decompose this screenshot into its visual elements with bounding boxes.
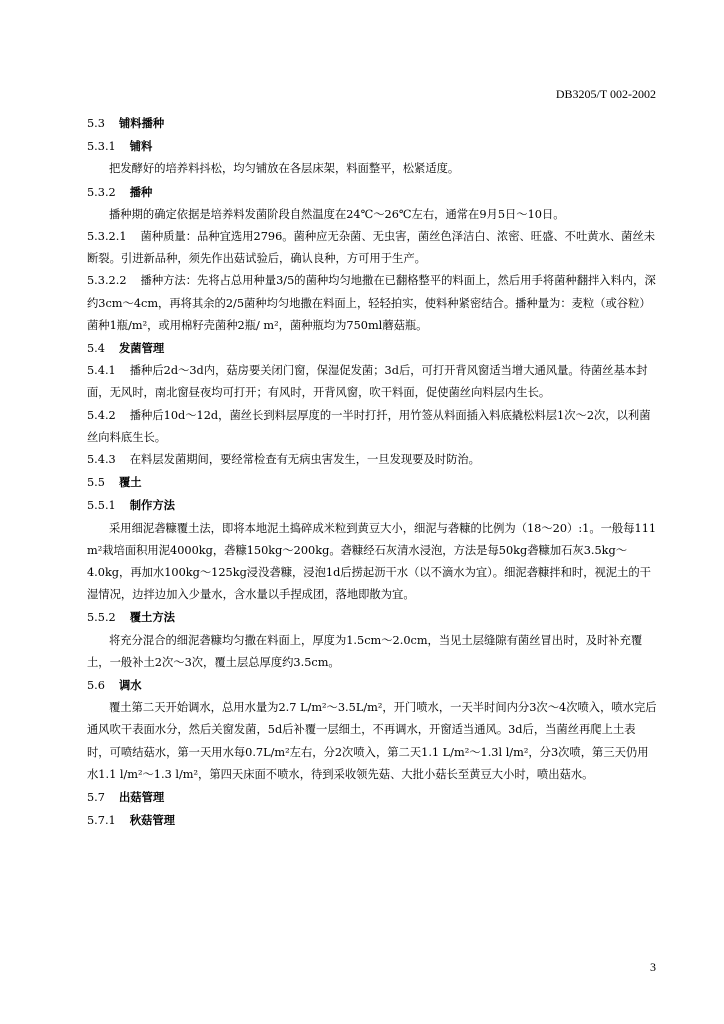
section-title: 播种 bbox=[129, 184, 153, 199]
clause-number: 5.4.1 bbox=[87, 364, 116, 378]
section-title: 调水 bbox=[118, 678, 142, 693]
clause-text: 菌种质量：品种宜选用2796。菌种应无杂菌、无虫害，菌丝色泽洁白、浓密、旺盛、不吐黄水、菌丝未断裂。引进新品种，须先作出菇试验后，确认良种，方可用于生产。 bbox=[87, 230, 656, 266]
section-title: 覆土 bbox=[118, 475, 142, 490]
section-title: 制作方法 bbox=[129, 498, 175, 513]
body-paragraph: 播种期的确定依据是培养料发菌阶段自然温度在24℃～26℃左右，通常在9月5日～10日。 bbox=[109, 207, 565, 221]
clause-paragraph bbox=[87, 270, 657, 337]
section-title: 铺料播种 bbox=[118, 116, 165, 130]
clause-number: 5.3.2.2 bbox=[87, 274, 127, 288]
section-title: 发菌管理 bbox=[118, 341, 165, 356]
clause-paragraph bbox=[87, 360, 657, 404]
clause-paragraph bbox=[87, 405, 657, 449]
body-paragraph: 采用细泥砻糠覆土法，即将本地泥土捣碎成米粒到黄豆大小，细泥与砻糠的比例为（18～20）:1。一般每111 m²栽培面积用泥4000kg，砻糠150kg～200kg。砻糠经石灰清水浸泡，方法是每50kg砻糠加石灰3.5kg～4.0kg，再加水100kg～125kg浸没砻糠，浸泡1d后捞起沥干水（以不滴水为宜）。细泥砻糠拌和时，视泥土的干湿情况，边拌边加入少量水，含水量以手捏成团，落地即散为宜。 bbox=[87, 521, 657, 602]
section-title: 秋菇管理 bbox=[129, 813, 175, 828]
clause-text: 在料层发菌期间，要经常检查有无病虫害发生，一旦发现要及时防治。 bbox=[129, 453, 480, 467]
section-heading bbox=[87, 471, 657, 494]
document-id: DB3205/T 002-2002 bbox=[555, 87, 656, 101]
section-number: 5.4 bbox=[87, 342, 105, 356]
page-number: 3 bbox=[650, 960, 656, 974]
section-number: 5.6 bbox=[87, 679, 105, 693]
clause-number: 5.3.2.1 bbox=[87, 230, 127, 244]
section-heading bbox=[87, 112, 657, 135]
clause-number: 5.4.2 bbox=[87, 408, 116, 422]
clause-number: 5.4.3 bbox=[87, 453, 116, 467]
body-paragraph: 将充分混合的细泥砻糠均匀撒在料面上，厚度为1.5cm～2.0cm，当见土层缝隙有菌丝冒出时，及时补充覆土，一般补土2次～3次，覆土层总厚度约3.5cm。 bbox=[87, 633, 643, 669]
section-heading bbox=[87, 674, 657, 697]
section-number: 5.3 bbox=[87, 117, 105, 130]
clause-text: 播种方法：先将占总用种量3/5的菌种均匀地撒在已翻格整平的料面上，然后用手将菌种翻拌入料内，深约3cm～4cm，再将其余的2/5菌种均匀地撒在料面上，轻轻拍实，使料种紧密结合。播种量为：麦粒（或谷粒）菌种1瓶/m²，或用棉籽壳菌种2瓶/ m²，菌种瓶均为750ml蘑菇瓶。 bbox=[87, 274, 656, 332]
section-heading bbox=[87, 135, 657, 158]
section-title: 出菇管理 bbox=[118, 790, 165, 805]
body-paragraph: 把发酵好的培养料抖松，均匀铺放在各层床架，料面整平，松紧适度。 bbox=[109, 162, 460, 176]
clause-paragraph bbox=[87, 226, 657, 270]
section-title: 铺料 bbox=[129, 139, 153, 154]
section-number: 5.5.1 bbox=[87, 499, 116, 513]
section-number: 5.7.1 bbox=[87, 814, 116, 828]
clause-text: 播种后2d～3d内，菇房要关闭门窗，保湿促发菌；3d后，可打开背风窗适当增大通风量。待菌丝基本封面，无风时，南北窗昼夜均可打开；有风时，开背风窗，吹干料面，促使菌丝向料层内生长。 bbox=[87, 364, 648, 400]
section-heading bbox=[87, 809, 657, 832]
clause-text: 播种后10d～12d，菌丝长到料层厚度的一半时打扦，用竹签从料面插入料底撬松料层1次～2次，以利菌丝向料底生长。 bbox=[87, 408, 651, 444]
section-number: 5.5.2 bbox=[87, 611, 116, 625]
section-heading bbox=[87, 606, 657, 629]
section-heading bbox=[87, 337, 657, 360]
section-number: 5.3.2 bbox=[87, 185, 116, 199]
document-body bbox=[87, 112, 657, 833]
section-number: 5.7 bbox=[87, 791, 105, 805]
section-heading bbox=[87, 181, 657, 204]
section-number: 5.5 bbox=[87, 476, 105, 490]
section-title: 覆土方法 bbox=[129, 610, 175, 625]
section-heading bbox=[87, 494, 657, 517]
clause-paragraph bbox=[87, 449, 657, 471]
body-paragraph: 覆土第二天开始调水，总用水量为2.7 L/m²～3.5L/m²，开门喷水，一天半时间内分3次～4次喷入，喷水完后通风吹干表面水分，然后关窗发菌，5d后补覆一层细土，不再调水，开窗适当通风。3d后，当菌丝再爬上土表时，可喷结菇水，第一天用水每0.7L/m²左右，分2次喷入，第二天1.1 L/m²～1.3l l/m²，分3次喷，第三天仍用水1.1 l/m²～1.3 l/m²，第四天床面不喷水，待到采收领先菇、大批小菇长至黄豆大小时，喷出菇水。 bbox=[87, 701, 657, 781]
section-number: 5.3.1 bbox=[87, 140, 116, 154]
section-heading bbox=[87, 786, 657, 809]
